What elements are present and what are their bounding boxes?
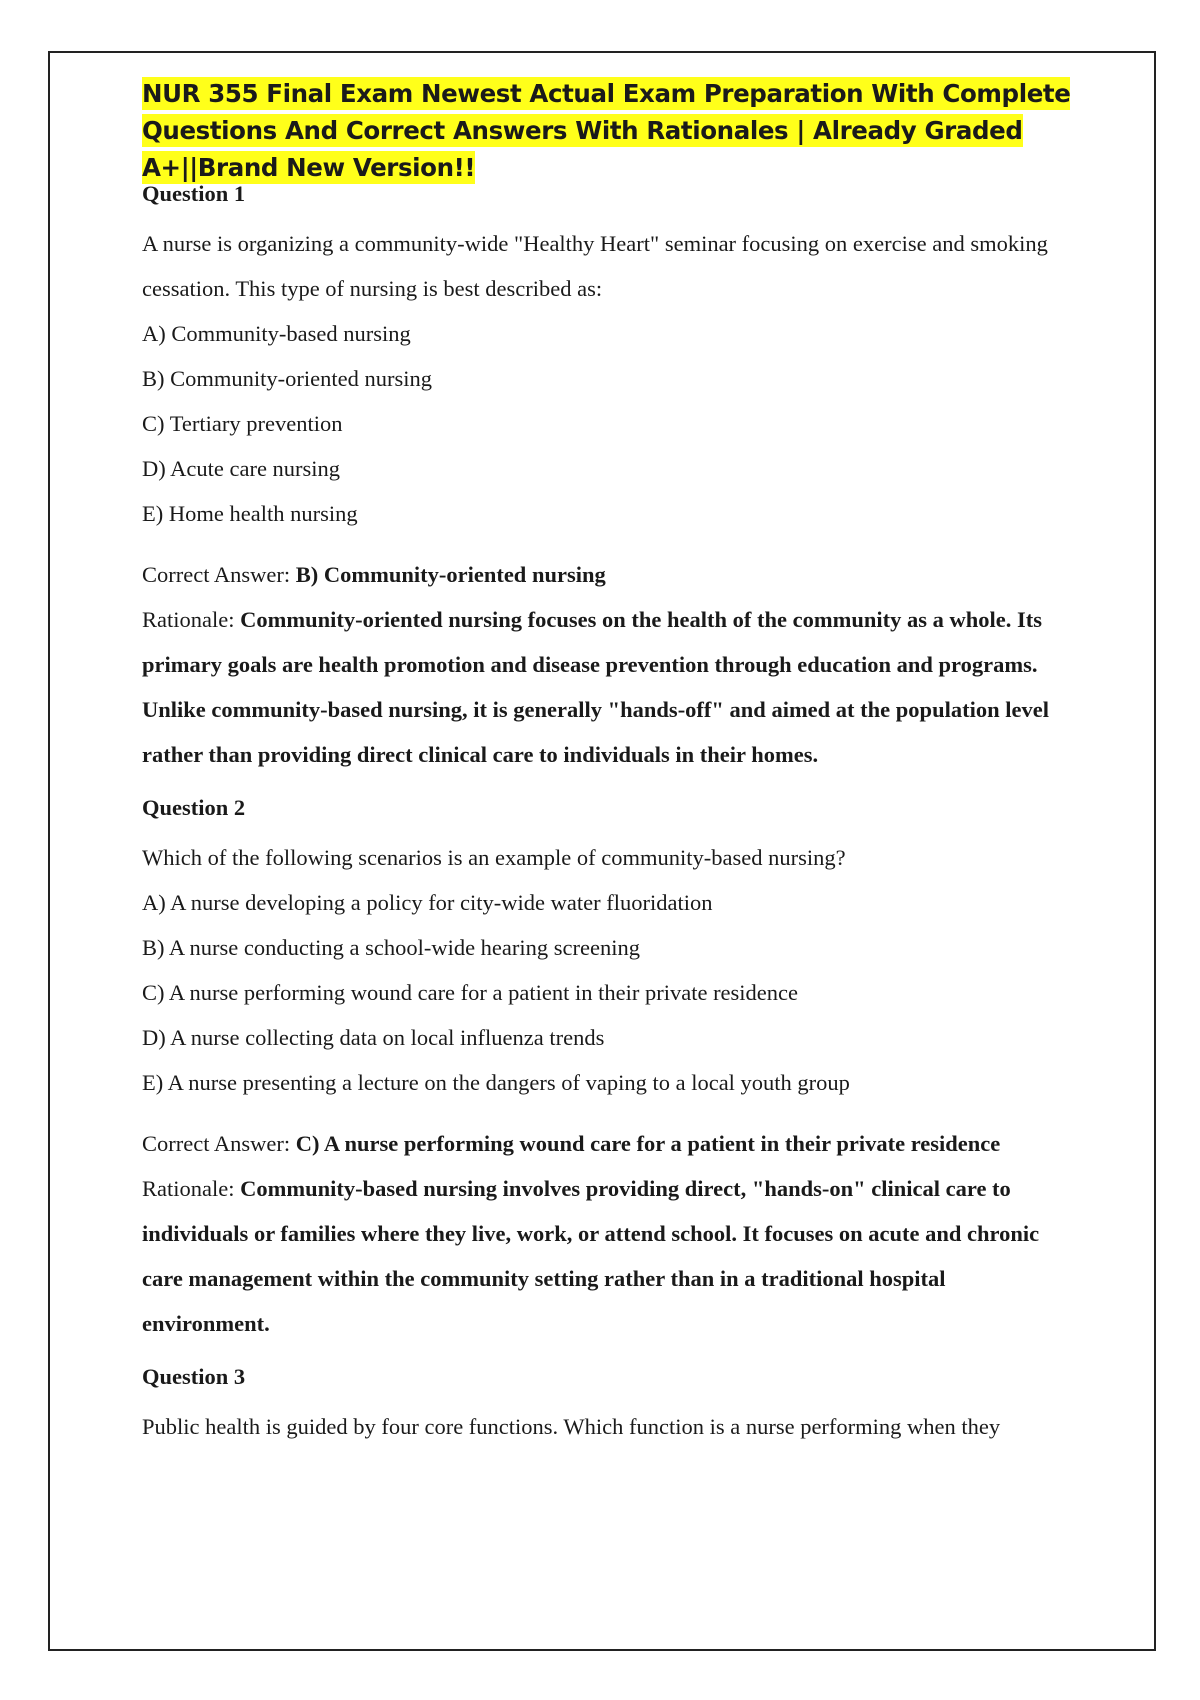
correct-answer: [142, 552, 1072, 597]
answer-label: Correct Answer:: [142, 1131, 291, 1156]
correct-answer: [142, 1121, 1072, 1166]
options-list: [142, 880, 1072, 1105]
rationale: [142, 1166, 1072, 1346]
document-title-highlight: NUR 355 Final Exam Newest Actual Exam Preparation With Complete Questions And Correct Answers With Rationales | Already Graded A+||Brand New Version!!: [142, 79, 1071, 182]
rationale-text: Community-oriented nursing focuses on the health of the community as a whole. Its primary goals are health promotion and disease prevention through education and programs. Unlike community-based nursing, it is generally "hands-off" and aimed at the population level rather than providing direct clinical care to individuals in their homes.: [142, 607, 1049, 767]
question-1: [142, 179, 1072, 777]
option-e: E) A nurse presenting a lecture on the dangers of vaping to a local youth group: [142, 1070, 850, 1095]
rationale: [142, 597, 1072, 777]
question-2: [142, 793, 1072, 1346]
option-d: D) A nurse collecting data on local influenza trends: [142, 1025, 605, 1050]
option-b: B) A nurse conducting a school-wide hearing screening: [142, 935, 640, 960]
rationale-text: Community-based nursing involves providing direct, "hands-on" clinical care to individuals or families where they live, work, or attend school. It focuses on acute and chronic care management within the community setting rather than in a traditional hospital environment.: [142, 1176, 1040, 1336]
question-text: Which of the following scenarios is an example of community-based nursing?: [142, 845, 846, 870]
option-b: B) Community-oriented nursing: [142, 366, 432, 391]
option-d: D) Acute care nursing: [142, 456, 341, 481]
rationale-label: Rationale:: [142, 1176, 235, 1201]
option-e: E) Home health nursing: [142, 501, 358, 526]
document-title: [142, 75, 1072, 186]
answer-label: Correct Answer:: [142, 562, 291, 587]
answer-value: C) A nurse performing wound care for a patient in their private residence: [295, 1131, 1001, 1156]
option-a: A) Community-based nursing: [142, 321, 411, 346]
question-heading: Question 1: [142, 181, 246, 206]
document-body: [142, 75, 1072, 186]
rationale-label: Rationale:: [142, 607, 235, 632]
option-c: C) A nurse performing wound care for a patient in their private residence: [142, 980, 799, 1005]
option-c: C) Tertiary prevention: [142, 411, 343, 436]
question-heading: Question 3: [142, 1364, 246, 1389]
answer-value: B) Community-oriented nursing: [295, 562, 606, 587]
question-text: A nurse is organizing a community-wide "Healthy Heart" seminar focusing on exercise and smoking cessation. This type of nursing is best described as:: [142, 231, 1048, 301]
option-a: A) A nurse developing a policy for city-wide water fluoridation: [142, 890, 713, 915]
options-list: [142, 311, 1072, 536]
question-heading: Question 2: [142, 795, 246, 820]
question-3: [142, 1362, 1072, 1449]
question-text: Public health is guided by four core functions. Which function is a nurse performing when they: [142, 1414, 1001, 1439]
